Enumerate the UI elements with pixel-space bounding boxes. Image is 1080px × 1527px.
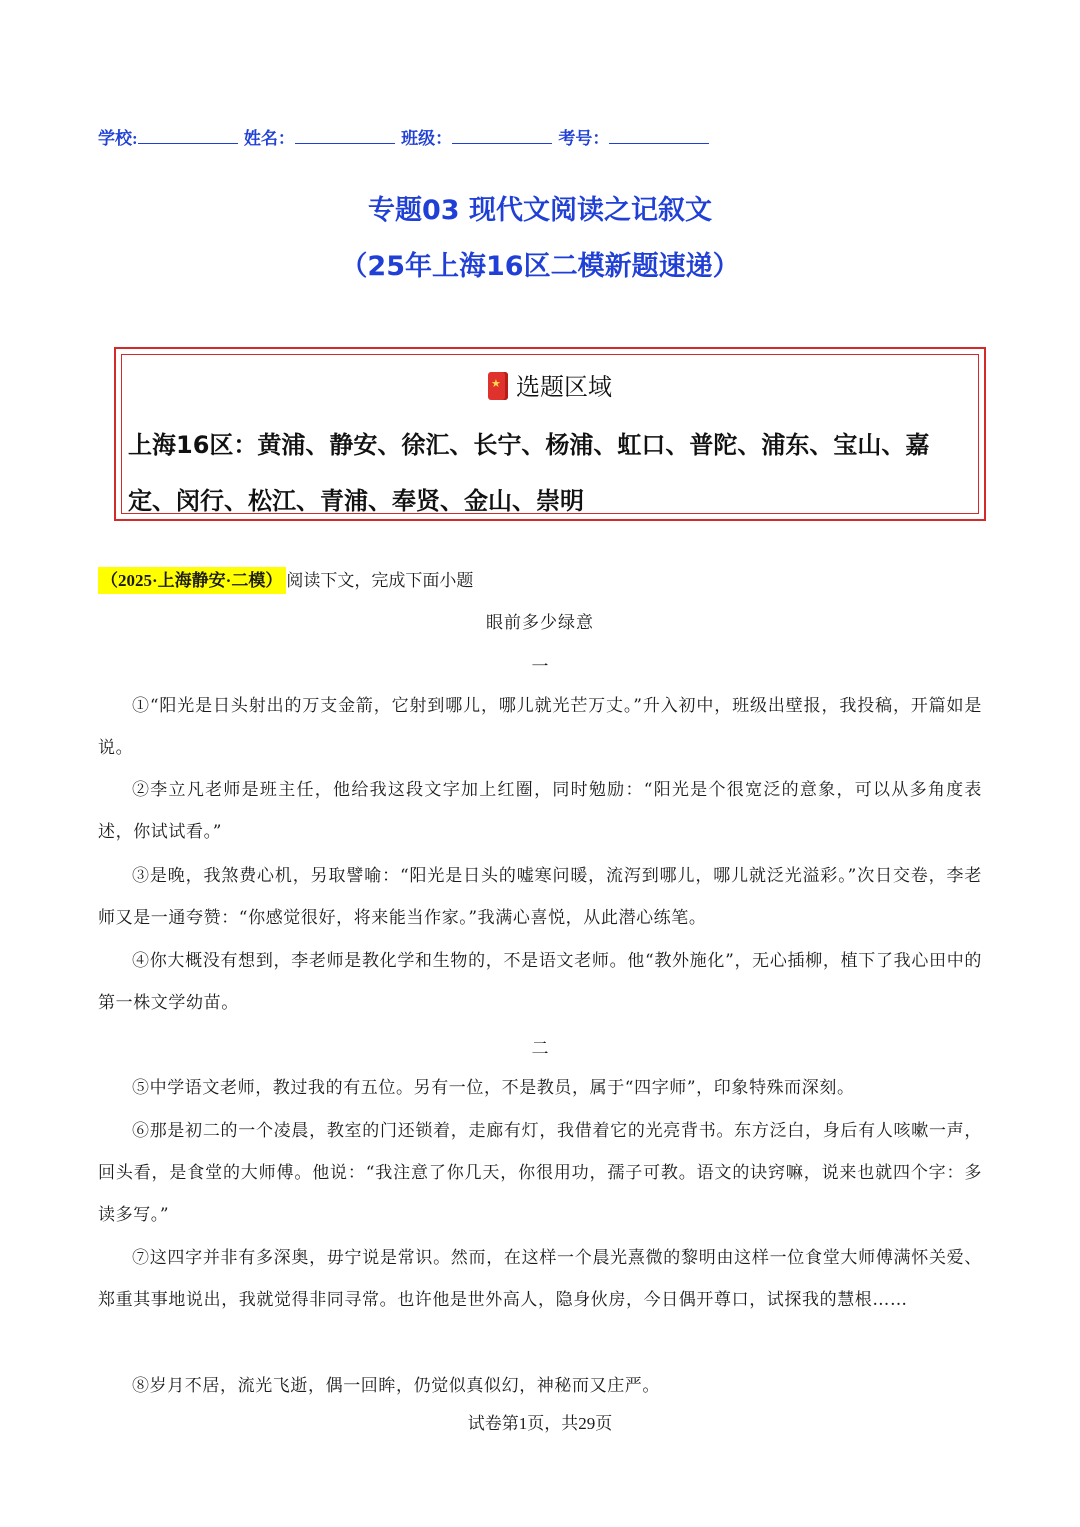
question-source-line: [98, 566, 473, 591]
paragraph-2: ②李立凡老师是班主任，他给我这段文字加上红圈，同时勉励：“阳光是个很宽泛的意象，可以从多角度表述，你试试看。”: [98, 780, 982, 842]
exam-number-blank: [609, 127, 709, 144]
region-heading: [116, 367, 984, 402]
section-number-2: 二: [531, 1039, 549, 1059]
paragraph-1: ①“阳光是日头射出的万支金箭，它射到哪儿，哪儿就光芒万丈。”升入初中，班级出壁报，我投稿，开篇如是说。: [98, 696, 982, 758]
region-heading-text: 选题区域: [516, 373, 612, 401]
question-instruction: 阅读下文，完成下面小题: [286, 571, 474, 591]
page-footer: 试卷第1页，共29页: [467, 1414, 613, 1433]
region-district-list: 上海16区：黄浦、静安、徐汇、长宁、杨浦、虹口、普陀、浦东、宝山、嘉定、闵行、松江、青浦、奉贤、金山、崇明: [128, 431, 930, 515]
paragraph-8: ⑧岁月不居，流光飞逝，偶一回眸，仍觉似真似幻，神秘而又庄严。: [132, 1376, 660, 1396]
class-label: 班级：: [401, 129, 453, 148]
exam-number-label: 考号：: [558, 129, 610, 148]
section-number-1: 一: [531, 657, 549, 677]
question-source-tag: （2025·上海静安·二模）: [98, 567, 286, 594]
paragraph-4: ④你大概没有想到，李老师是教化学和生物的，不是语文老师。他“教外施化”，无心插柳，植下了我心田中的第一株文学幼苗。: [98, 951, 982, 1013]
class-blank: [452, 127, 552, 144]
document-subtitle: （25年上海16区二模新题速递）: [340, 251, 740, 282]
school-blank: [138, 127, 238, 144]
topic-region-box: [114, 347, 986, 521]
paragraph-6: ⑥那是初二的一个凌晨，教室的门还锁着，走廊有灯，我借着它的光亮背书。东方泛白，身后有人咳嗽一声，回头看，是食堂的大师傅。他说：“我注意了你几天，你很用功，孺子可教。语文的诀窍嘛，说来也就四个字：多读多写。”: [98, 1121, 982, 1225]
paragraph-5: ⑤中学语文老师，教过我的有五位。另有一位，不是教员，属于“四字师”，印象特殊而深刻。: [132, 1078, 855, 1098]
article-title: 眼前多少绿意: [486, 613, 594, 633]
red-book-icon: [488, 372, 508, 400]
name-blank: [295, 127, 395, 144]
document-title: 专题03 现代文阅读之记叙文: [368, 195, 712, 226]
paragraph-3: ③是晚，我煞费心机，另取譬喻：“阳光是日头的嘘寒问暖，流泻到哪儿，哪儿就泛光溢彩。”次日交卷，李老师又是一通夸赞：“你感觉很好，将来能当作家。”我满心喜悦，从此潜心练笔。: [98, 866, 982, 928]
student-info-fields: [98, 124, 711, 149]
school-label: 学校:: [98, 129, 138, 148]
paragraph-7: ⑦这四字并非有多深奥，毋宁说是常识。然而，在这样一个晨光熹微的黎明由这样一位食堂大师傅满怀关爱、郑重其事地说出，我就觉得非同寻常。也许他是世外高人，隐身伙房，今日偶开尊口，试探我的慧根……: [98, 1248, 982, 1310]
name-label: 姓名：: [243, 129, 295, 148]
